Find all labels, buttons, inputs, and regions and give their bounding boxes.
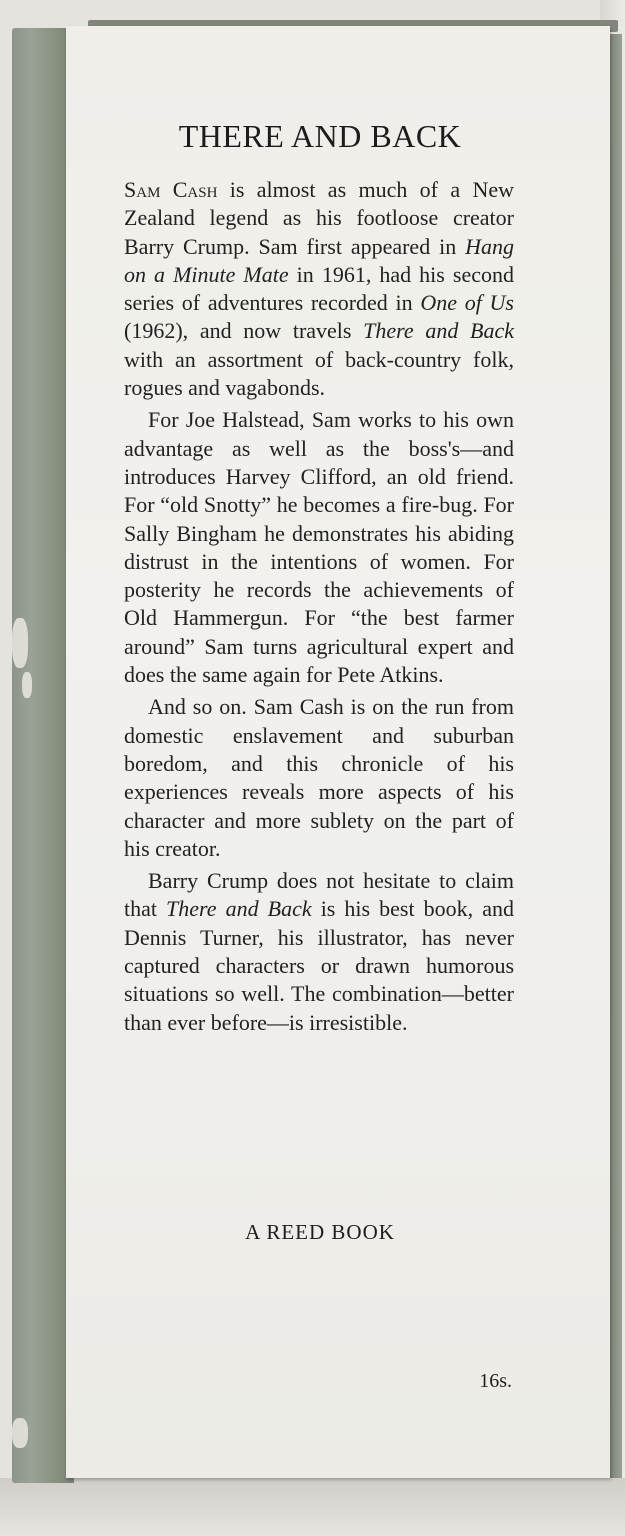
- book-reference: One of Us: [420, 290, 514, 316]
- book-reference: Hang on a Minute Mate: [124, 233, 514, 287]
- blurb-paragraph-1: [124, 176, 514, 402]
- blurb-text-run: Barry Crump does not hesitate to claim that: [124, 868, 514, 922]
- blurb-text-run: with an assortment of back-country folk, rogues and vagabonds.: [124, 346, 514, 401]
- blurb-paragraph-3: And so on. Sam Cash is on the run from domestic enslavement and suburban boredom, and this chronicle of his experiences reveals more aspects of his character and more sublety on the part of his creator.: [124, 694, 514, 861]
- blurb-text-run: (1962), and now travels: [124, 318, 364, 344]
- blurb-text-run: in 1961, had his second series of adventures recorded in: [124, 261, 514, 316]
- blurb-text-run: is almost as much of a New Zealand legend as his footloose creator Barry Crump. Sam first appeared in: [124, 177, 515, 259]
- spine-wear-mark: [22, 672, 32, 698]
- spine-wear-mark: [12, 1418, 28, 1448]
- price-label: 16s.: [479, 1370, 512, 1392]
- book-spine: [12, 28, 74, 1483]
- blurb-text-run: is his best book, and Dennis Turner, his illustrator, has never captured characters or drawn humorous situations so well. The combination—better than ever before—is irresistible.: [124, 896, 514, 1035]
- blurb-paragraph-2: For Joe Halstead, Sam works to his own advantage as well as the boss's—and introduces Harvey Clifford, an old friend. For “old Snotty” he becomes a fire-bug. For Sally Bingham he demonstrates his abiding distrust in the intentions of women. For posterity he records the achievements of Old Hammergun. For “the best farmer around” Sam turns agricultural expert and does the same again for Pete Atkins.: [124, 407, 514, 688]
- book-reference: There and Back: [166, 896, 312, 922]
- blurb-paragraph-4: [124, 867, 514, 1037]
- flap-right-edge: [610, 34, 622, 1478]
- spine-wear-mark: [12, 618, 28, 668]
- book-title: THERE AND BACK: [178, 118, 462, 154]
- book-reference: There and Back: [363, 318, 514, 344]
- background-surface: [0, 1478, 625, 1536]
- blurb-text: [124, 176, 514, 1041]
- publisher-imprint: A REED BOOK: [245, 1220, 395, 1244]
- lead-name: Sam Cash: [124, 177, 218, 202]
